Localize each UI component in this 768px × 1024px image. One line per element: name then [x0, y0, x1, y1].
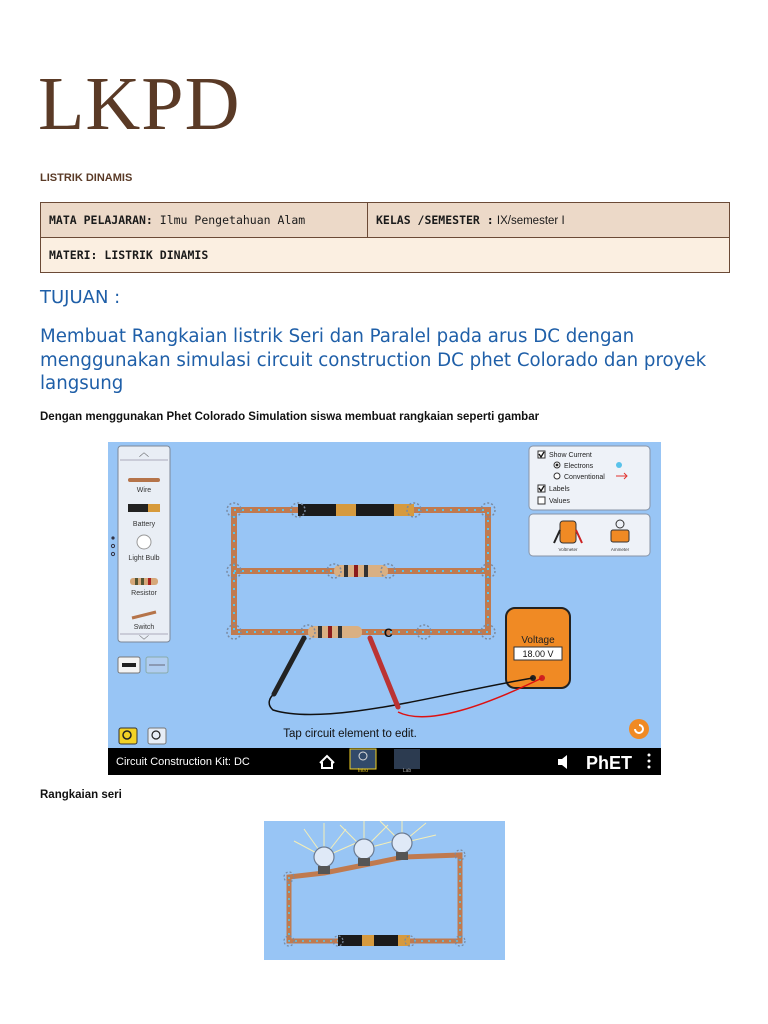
material-label: MATERI:: [49, 248, 98, 262]
app-title: Circuit Construction Kit: DC: [116, 756, 250, 768]
black-probe[interactable]: [274, 638, 304, 694]
info-table: [40, 202, 730, 273]
instruction-text: Dengan menggunakan Phet Colorado Simulation siswa membuat rangkaian seperti gambar: [40, 411, 540, 423]
toolbox-bulb-label: Light Bulb: [128, 555, 160, 562]
subject-value: Ilmu Pengetahuan Alam: [152, 213, 306, 227]
series-label: Rangkaian seri: [40, 789, 122, 801]
intro-label: Intro: [357, 768, 369, 774]
page-title: LKPD: [38, 62, 241, 146]
zoom-in-button[interactable]: [148, 728, 166, 744]
bulb-2-icon: [354, 839, 374, 859]
series-circuit-screenshot: [264, 821, 505, 960]
reset-button[interactable]: [629, 719, 649, 739]
voltmeter-reading: 18.00 V: [522, 649, 554, 659]
show-current-label: Show Current: [549, 452, 592, 459]
resistor-2[interactable]: [308, 626, 362, 638]
values-checkbox[interactable]: [538, 497, 545, 504]
info-row-subject: [41, 203, 730, 238]
subject-label: MATA PELAJARAN:: [49, 213, 153, 227]
series-circuit-svg: [264, 821, 505, 960]
ammeter-tool-label: Ammeter: [610, 547, 630, 552]
lab-label: Lab: [402, 768, 412, 774]
class-value: IX/semester I: [493, 215, 565, 227]
toolbox-up-icon[interactable]: ︿: [139, 448, 149, 459]
menu-icon[interactable]: [648, 754, 651, 757]
voltmeter-tool-label: Voltmeter: [558, 547, 578, 552]
simulation-svg: [108, 442, 661, 775]
page-subtitle: LISTRIK DINAMIS: [40, 172, 133, 184]
toolbox-down-icon[interactable]: ﹀: [139, 636, 149, 647]
bulb-3-icon: [392, 833, 412, 853]
resistor-1[interactable]: [334, 565, 388, 577]
tujuan-heading: TUJUAN :: [40, 287, 121, 308]
phet-simulation-screenshot: [108, 442, 661, 775]
material-cell: [41, 238, 730, 273]
series-wires: [289, 855, 460, 941]
bulb-1-icon: [314, 847, 334, 867]
toolbox-switch-label: Switch: [133, 624, 155, 631]
voltmeter-icon[interactable]: [560, 521, 576, 543]
light-bulb-icon[interactable]: [137, 535, 151, 549]
red-probe[interactable]: [370, 638, 398, 707]
lab-screen-button[interactable]: [394, 749, 420, 769]
phet-logo: PhET: [586, 753, 633, 773]
toolbox-battery-label: Battery: [132, 521, 156, 528]
electron-icon: [616, 462, 622, 468]
element-label: C: [384, 626, 393, 640]
values-label: Values: [549, 498, 570, 505]
subject-cell: [41, 203, 368, 238]
class-label: KELAS /SEMESTER :: [376, 213, 494, 227]
electrons-label: Electrons: [564, 463, 594, 470]
wire-icon[interactable]: [128, 478, 160, 482]
class-cell: [368, 203, 730, 238]
goal-text: Membuat Rangkaian listrik Seri dan Paralel pada arus DC dengan menggunakan simulasi circuit construction DC phet Colorado dan proyek langsung: [40, 326, 707, 394]
meters-panel: [529, 514, 650, 556]
toolbox-wire-label: Wire: [136, 487, 152, 494]
material-value: LISTRIK DINAMIS: [97, 248, 209, 262]
conventional-label: Conventional: [564, 474, 605, 481]
labels-label: Labels: [549, 486, 570, 493]
conventional-radio[interactable]: [554, 473, 560, 479]
info-row-material: [41, 238, 730, 273]
voltmeter-title: Voltage: [521, 635, 555, 646]
toolbox-resistor-label: Resistor: [131, 590, 157, 597]
hint-text: Tap circuit element to edit.: [283, 728, 417, 740]
